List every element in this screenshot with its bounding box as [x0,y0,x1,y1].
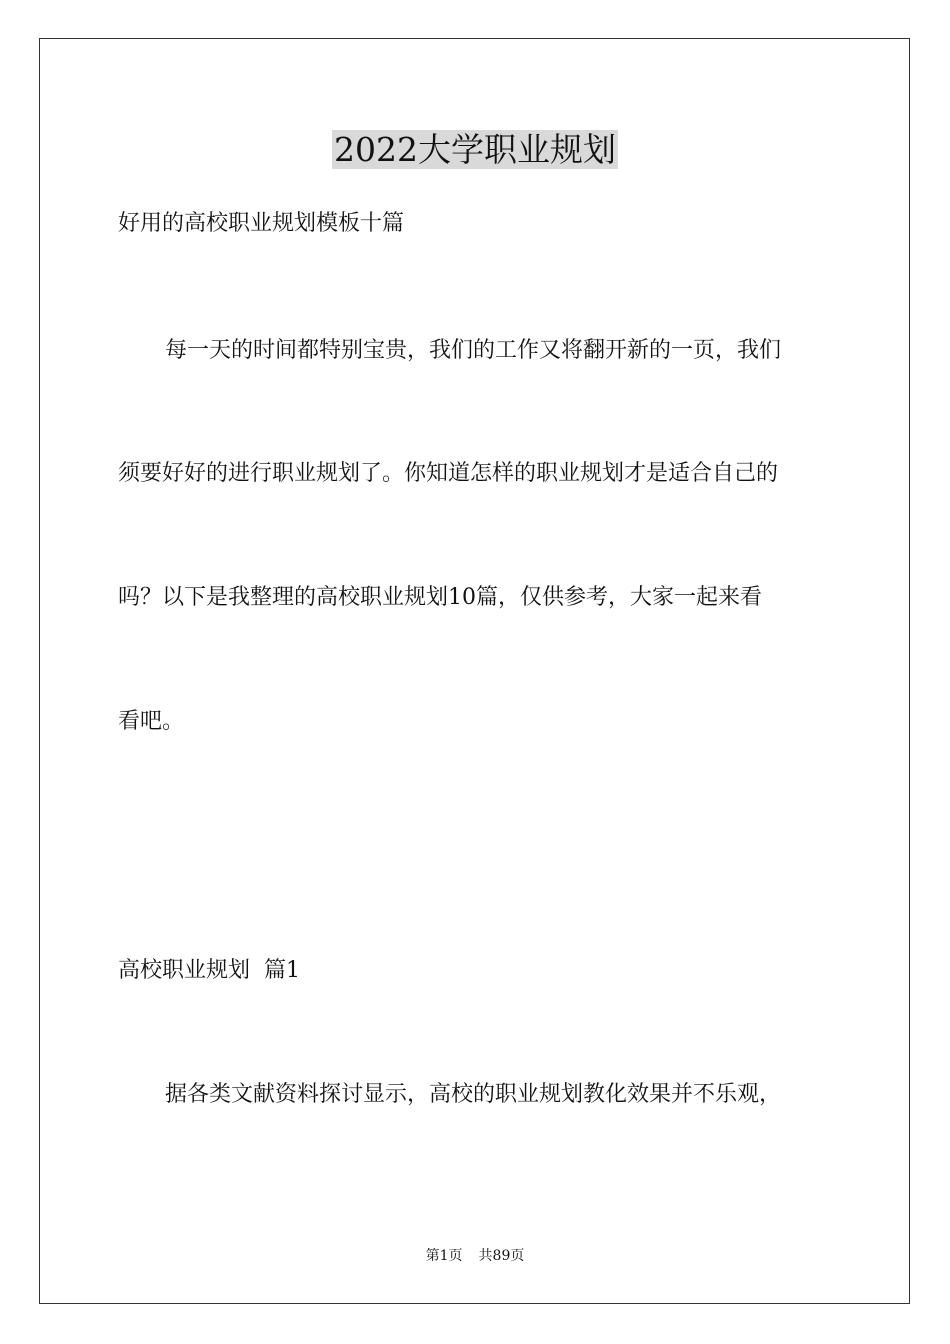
section-heading: 高校职业规划 篇1 [118,958,300,983]
page-total: 共89页 [478,1248,525,1264]
intro-paragraph-line: 看吧。 [118,709,185,734]
intro-paragraph-line: 须要好好的进行职业规划了。你知道怎样的职业规划才是适合自己的 [118,461,779,486]
intro-paragraph-line: 吗？以下是我整理的高校职业规划10篇，仅供参考，大家一起来看 [118,585,762,610]
intro-paragraph-line: 每一天的时间都特别宝贵，我们的工作又将翻开新的一页，我们 [165,338,782,363]
document-title-text: 2022大学职业规划 [334,130,616,169]
page-number: 第1页 [425,1248,463,1264]
section-paragraph-line: 据各类文献资料探讨显示，高校的职业规划教化效果并不乐观， [165,1082,782,1107]
document-title [0,128,950,172]
page-footer [0,1247,950,1265]
document-subtitle: 好用的高校职业规划模板十篇 [118,211,405,236]
